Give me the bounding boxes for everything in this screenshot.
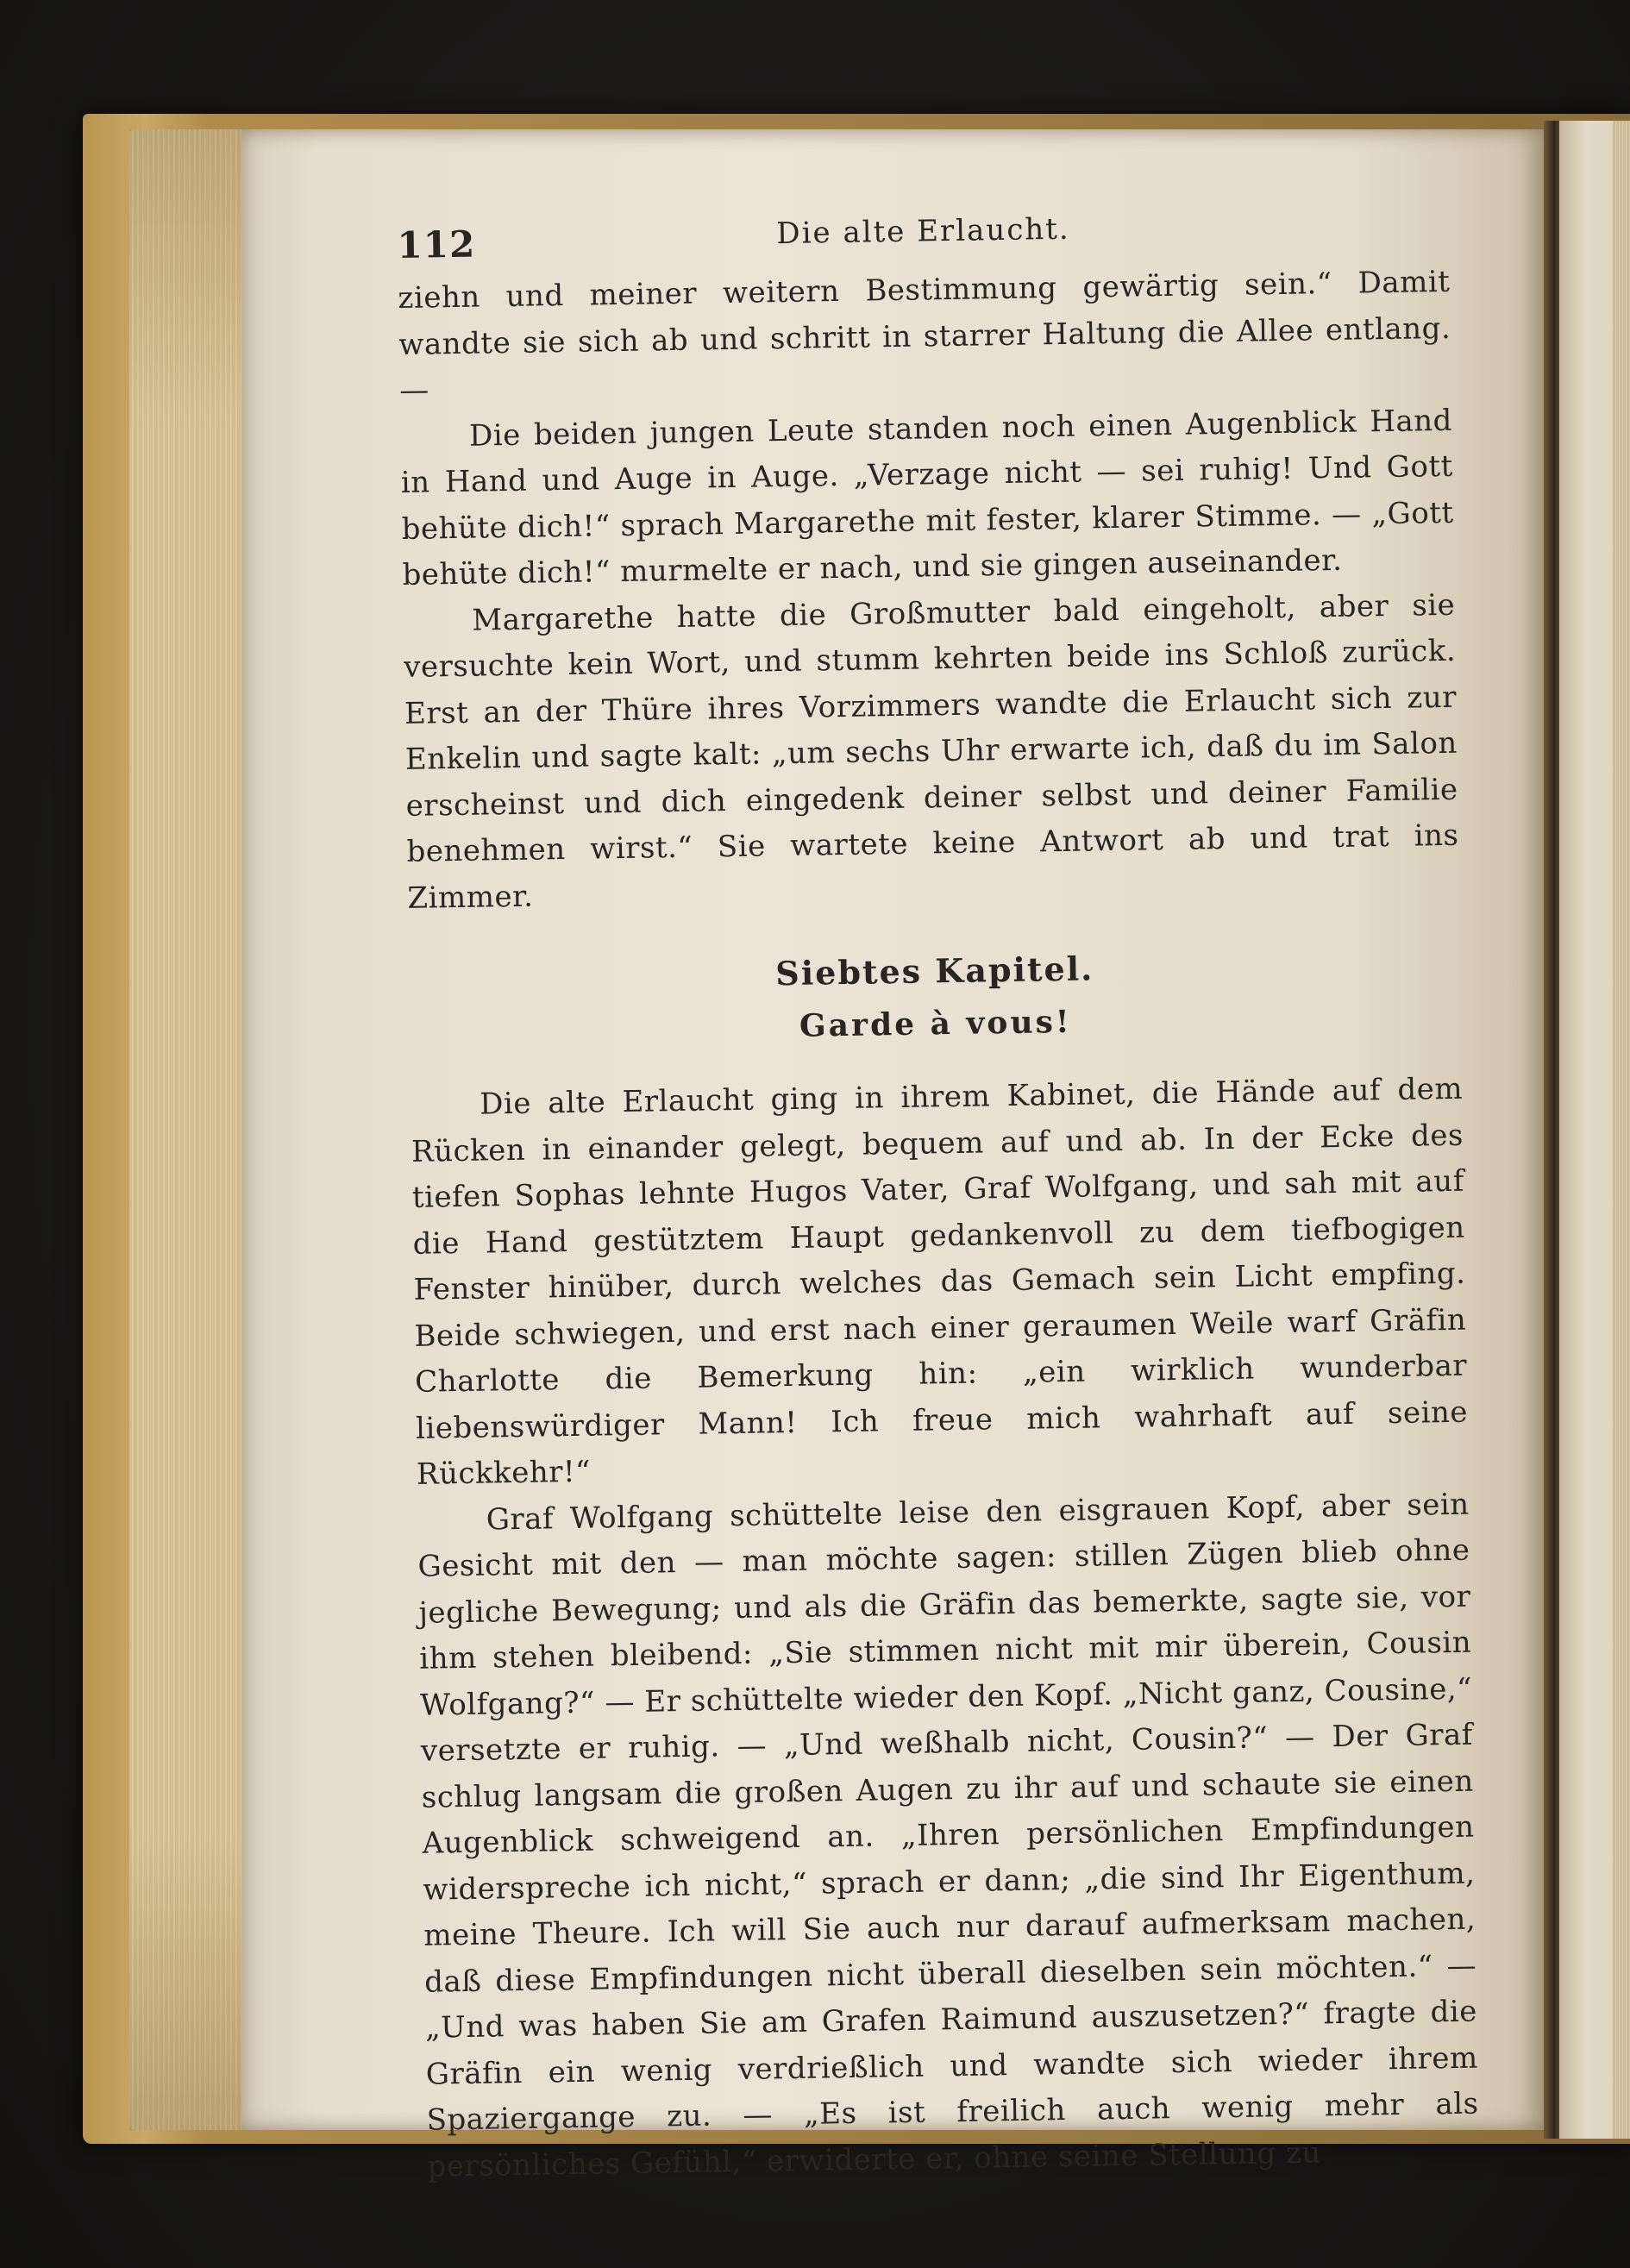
page-number: 112 <box>397 222 476 266</box>
chapter-heading: Siebtes Kapitel. <box>774 949 1094 993</box>
next-page-edges <box>1613 121 1630 2139</box>
chapter-title: Garde à vous! <box>799 1003 1072 1044</box>
paragraph: Graf Wolfgang schüttelte leise den eisgrauen Kopf, aber sein Gesicht mit den — man möchte sagen: stillen Zügen blieb ohne jegliche Bewegung; und als die Gräfin das bemerkte, sagte sie, vor ihm stehen bleibend: „Sie stimmen nicht mit mir überein, Cousin Wolfgang?“ — Er schüttelte wieder den Kopf. „Nicht ganz, Cousine,“ versetzte er ruhig. — „Und weßhalb nicht, Cousin?“ — Der Graf schlug langsam die großen Augen zu ihr auf und schaute sie einen Augenblick schweigend an. „Ihren persönlichen Empfindungen widerspreche ich nicht,“ sprach er dann; „die sind Ihr Eigenthum, meine Theure. Ich will Sie auch nur darauf aufmerksam machen, daß diese Empfindungen nicht überall dieselben sein möchten.“ — „Und was haben Sie am Grafen Raimund auszusetzen?“ fragte die Gräfin ein wenig verdrießlich und wandte sich wieder ihrem Spaziergange zu. — „Es ist freilich auch wenig mehr als persönliches Gefühl,“ erwiderte er, ohne seine Stellung zu <box>417 1487 1479 2184</box>
page-text-block <box>397 199 1480 2190</box>
paragraph: Die beiden jungen Leute standen noch einen Augenblick Hand in Hand und Auge in Auge. „Verzage nicht — sei ruhig! Und Gott behüte dich!“ sprach Margarethe mit fester, klarer Stimme. — „Gott behüte dich!“ murmelte er nach, und sie gingen auseinander. <box>400 403 1454 592</box>
paragraph: Margarethe hatte die Großmutter bald eingeholt, aber sie versuchte kein Wort, und stumm kehrten beide ins Schloß zurück. Erst an der Thüre ihres Vorzimmers wandte die Erlaucht sich zur Enkelin und sagte kalt: „um sechs Uhr erwarte ich, daß du im Salon erscheinst und dich eingedenk deiner selbst und deiner Familie benehmen wirst.“ Sie wartete keine Antwort ab und trat ins Zimmer. <box>403 587 1459 916</box>
page-edges <box>129 129 246 2130</box>
book-gutter <box>1544 121 1561 2139</box>
paragraph: ziehn und meiner weitern Bestimmung gewärtig sein.“ Damit wandte sie sich ab und schritt in starrer Haltung die Allee entlang. — <box>398 264 1451 408</box>
paragraph: Die alte Erlaucht ging in ihrem Kabinet, die Hände auf dem Rücken in einander gelegt, bequem auf und ab. In der Ecke des tiefen Sophas lehnte Hugos Vater, Graf Wolfgang, und sah mit auf die Hand gestütztem Haupt gedankenvoll zu dem tiefbogigen Fenster hinüber, durch welches das Gemach sein Licht empfing. Beide schwiegen, und erst nach einer geraumen Weile warf Gräfin Charlotte die Bemerkung hin: „ein wirklich wunderbar liebenswürdiger Mann! Ich freue mich wahrhaft auf seine Rückkehr!“ <box>411 1071 1469 1492</box>
running-head: Die alte Erlaucht. <box>776 211 1070 252</box>
